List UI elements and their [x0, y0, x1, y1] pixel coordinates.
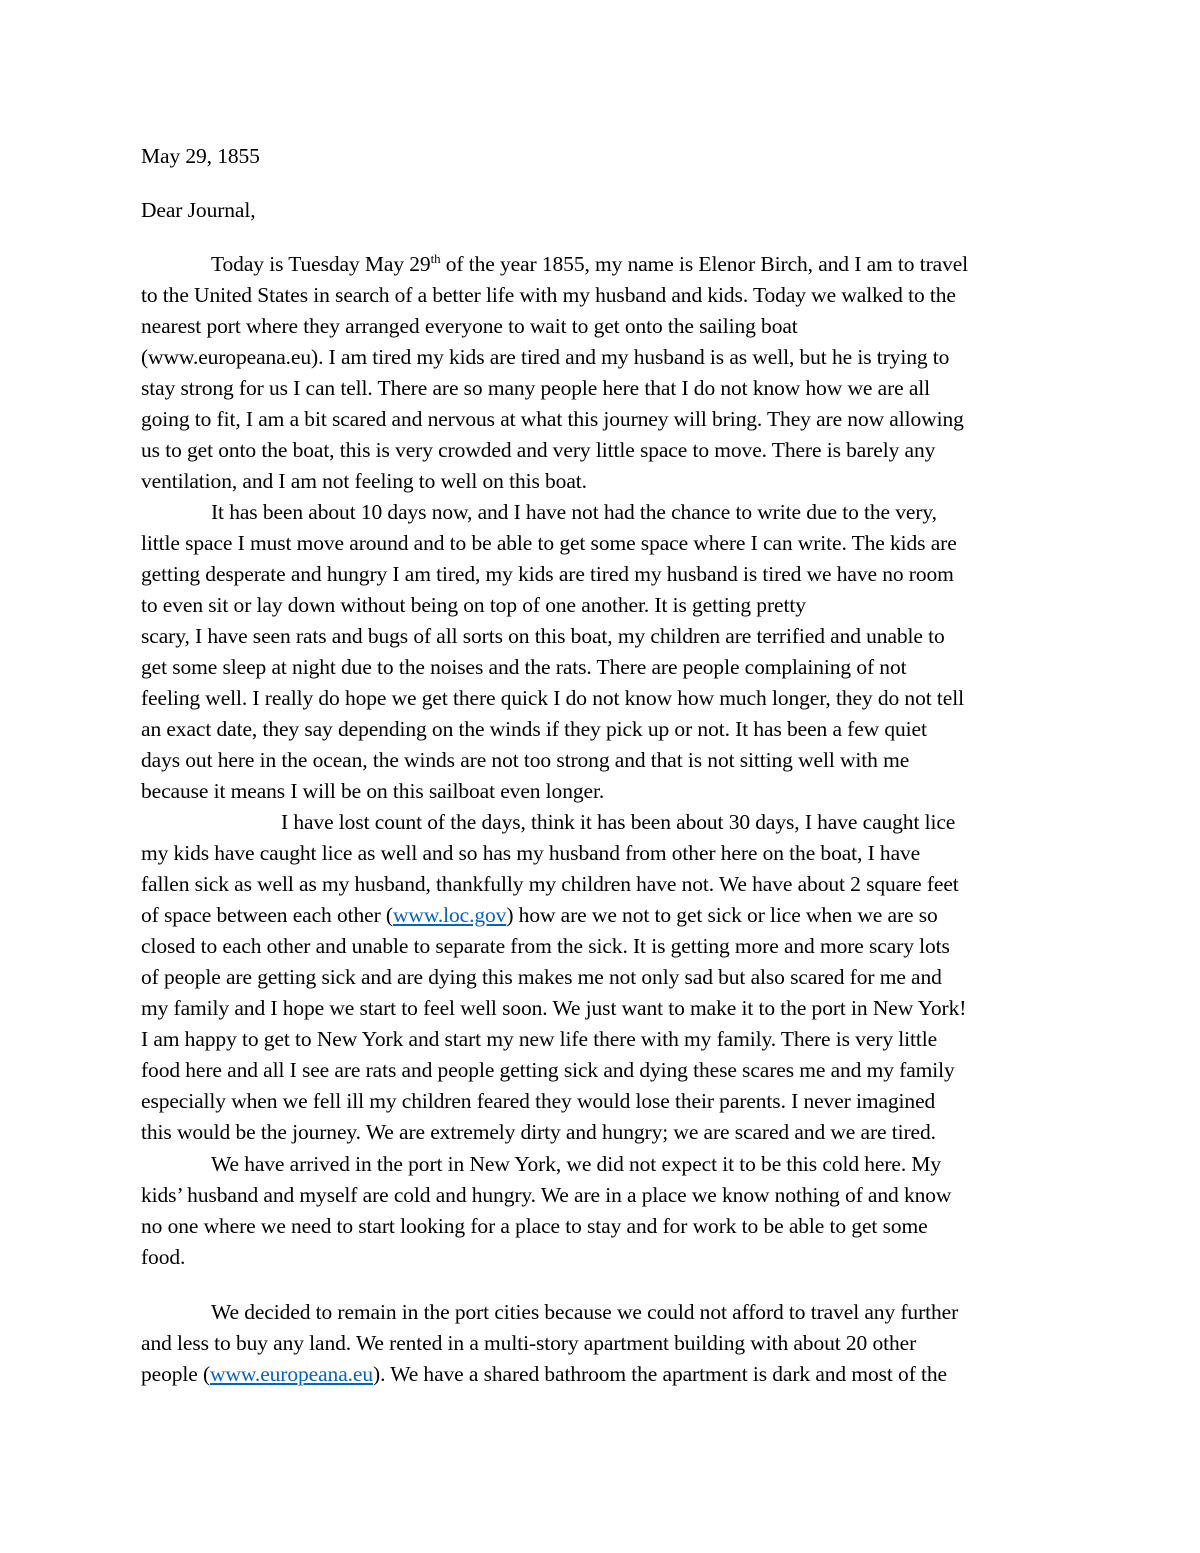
text-line: my kids have caught lice as well and so has my husband from other here on the boat, I have: [141, 841, 921, 865]
text-line: [141, 900, 1071, 931]
text-run: people (: [141, 1362, 211, 1386]
text-line: closed to each other and unable to separate from the sick. It is getting more and more scary lots: [141, 934, 950, 958]
text-line: no one where we need to start looking for a place to stay and for work to be able to get some: [141, 1214, 928, 1238]
text-line: kids’ husband and myself are cold and hungry. We are in a place we know nothing of and know: [141, 1183, 952, 1207]
text-line: to the United States in search of a better life with my husband and kids. Today we walked to the: [141, 283, 956, 307]
text-line: especially when we fell ill my children feared they would lose their parents. I never imagined: [141, 1089, 936, 1113]
text-run: of the year 1855, my name is Elenor Birch, and I am to travel: [440, 252, 969, 276]
text-line: I have lost count of the days, think it has been about 30 days, I have caught lice: [281, 810, 956, 834]
text-line: days out here in the ocean, the winds are not too strong and that is not sitting well with me: [141, 748, 910, 772]
text-line: us to get onto the boat, this is very crowded and very little space to move. There is barely any: [141, 438, 936, 462]
text-line: of people are getting sick and are dying this makes me not only sad but also scared for me and: [141, 965, 942, 989]
journal-date: May 29, 1855: [141, 144, 260, 168]
text-run: ) how are we not to get sick or lice when we are so: [506, 903, 938, 927]
text-line: getting desperate and hungry I am tired, my kids are tired my husband is tired we have no room: [141, 562, 954, 586]
text-line: [211, 249, 1141, 280]
text-run: Today is Tuesday May 29: [211, 252, 431, 276]
text-line: We have arrived in the port in New York, we did not expect it to be this cold here. My: [211, 1152, 942, 1176]
text-line: food here and all I see are rats and people getting sick and dying these scares me and my family: [141, 1058, 955, 1082]
text-line: We decided to remain in the port cities because we could not afford to travel any further: [211, 1300, 959, 1324]
journal-greeting: Dear Journal,: [141, 198, 256, 222]
text-run: ). We have a shared bathroom the apartment is dark and most of the: [373, 1362, 947, 1386]
text-line: It has been about 10 days now, and I have not had the chance to write due to the very,: [211, 500, 937, 524]
text-line: this would be the journey. We are extremely dirty and hungry; we are scared and we are tired.: [141, 1120, 936, 1144]
text-line: to even sit or lay down without being on top of one another. It is getting pretty: [141, 593, 806, 617]
text-line: little space I must move around and to be able to get some space where I can write. The kids are: [141, 531, 957, 555]
text-line: fallen sick as well as my husband, thankfully my children have not. We have about 2 square feet: [141, 872, 959, 896]
text-run: of space between each other (: [141, 903, 393, 927]
text-line: [141, 1359, 1071, 1390]
text-line: (www.europeana.eu). I am tired my kids are tired and my husband is as well, but he is trying to: [141, 345, 950, 369]
text-line: ventilation, and I am not feeling to well on this boat.: [141, 469, 587, 493]
text-line: because it means I will be on this sailboat even longer.: [141, 779, 605, 803]
text-line: nearest port where they arranged everyone to wait to get onto the sailing boat: [141, 314, 798, 338]
text-line: my family and I hope we start to feel well soon. We just want to make it to the port in New York!: [141, 996, 967, 1020]
text-line: get some sleep at night due to the noises and the rats. There are people complaining of not: [141, 655, 907, 679]
text-line: feeling well. I really do hope we get there quick I do not know how much longer, they do not tell: [141, 686, 964, 710]
text-line: going to fit, I am a bit scared and nervous at what this journey will bring. They are now allowing: [141, 407, 964, 431]
text-line: food.: [141, 1245, 186, 1269]
europeana-link[interactable]: www.europeana.eu: [210, 1362, 374, 1386]
text-line: stay strong for us I can tell. There are so many people here that I do not know how we are all: [141, 376, 931, 400]
text-line: scary, I have seen rats and bugs of all sorts on this boat, my children are terrified and unable to: [141, 624, 945, 648]
superscript-ordinal: th: [430, 251, 441, 266]
text-line: and less to buy any land. We rented in a multi-story apartment building with about 20 other: [141, 1331, 917, 1355]
loc-gov-link[interactable]: www.loc.gov: [392, 903, 507, 927]
text-line: an exact date, they say depending on the winds if they pick up or not. It has been a few quiet: [141, 717, 927, 741]
text-line: I am happy to get to New York and start my new life there with my family. There is very little: [141, 1027, 938, 1051]
